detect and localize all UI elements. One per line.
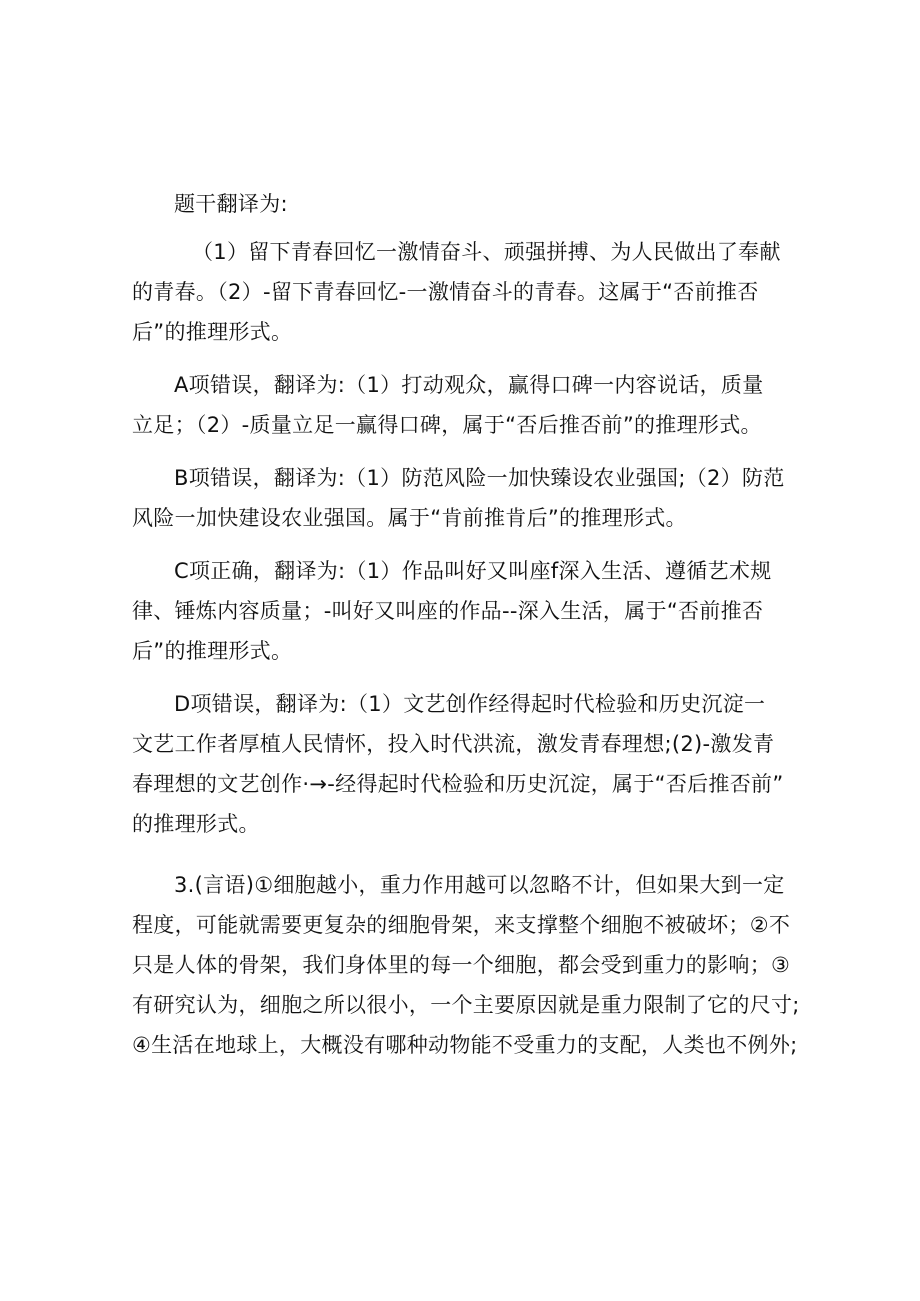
question-3-line-2: 程度，可能就需要更复杂的细胞骨架，来支撑整个细胞不被破坏；②不 [132, 913, 791, 937]
option-b-line-1: B项错误，翻译为:（1）防范风险一加快臻设农业强国;（2）防范 [174, 466, 785, 490]
heading-line: 题干翻译为: [174, 192, 288, 216]
option-a-line-1: A项错误，翻译为:（1）打动观众，赢得口碑一内容说话，质量 [174, 373, 764, 397]
option-b-line-2: 风险一加快建设农业强国。属于“肯前推肯后”的推理形式。 [132, 506, 687, 530]
stem-line-3: 后”的推理形式。 [132, 320, 293, 344]
question-3-paragraph [132, 865, 812, 1065]
option-b-paragraph [132, 458, 812, 538]
option-a-paragraph [132, 365, 812, 445]
question-3-line-1: 3.(言语)①细胞越小，重力作用越可以忽略不计，但如果大到一定 [174, 873, 785, 897]
option-d-line-2: 文艺工作者厚植人民情怀，投入时代洪流，激发青春理想;(2)-激发青 [132, 732, 775, 756]
question-3-line-5: ④生活在地球上，大概没有哪种动物能不受重力的支配，人类也不例外; [132, 1033, 798, 1057]
option-d-paragraph [132, 684, 812, 844]
stem-line-1: （1）留下青春回忆一激情奋斗、顽强拼搏、为人民做出了奉献 [192, 240, 781, 264]
option-c-line-1: C项正确，翻译为:（1）作品叫好又叫座f深入生活、遵循艺术规 [174, 559, 772, 583]
option-c-line-3: 后”的推理形式。 [132, 639, 293, 663]
option-c-paragraph [132, 551, 812, 671]
option-d-line-4: 的推理形式。 [132, 812, 260, 836]
option-a-line-2: 立足；（2）-质量立足一赢得口碑，属于“否后推否前”的推理形式。 [132, 413, 762, 437]
question-3-line-3: 只是人体的骨架，我们身体里的每一个细胞，都会受到重力的影响；③ [132, 953, 791, 977]
stem-line-2: 的青春。（2）-留下青春回忆-一激情奋斗的青春。这属于“否前推否 [132, 280, 759, 304]
option-c-line-2: 律、锤炼内容质量；-叫好又叫座的作品--深入生活，属于“否前推否 [132, 599, 764, 623]
option-d-line-1: D项错误，翻译为:（1）文艺创作经得起时代检验和历史沉淀一 [174, 692, 766, 716]
question-3-line-4: 有研究认为，细胞之所以很小，一个主要原因就是重力限制了它的尺寸; [132, 993, 800, 1017]
stem-paragraph [132, 232, 812, 352]
option-d-line-3: 春理想的文艺创作·→-经得起时代检验和历史沉淀，属于“否后推否前” [132, 772, 784, 796]
translation-heading [132, 184, 812, 224]
